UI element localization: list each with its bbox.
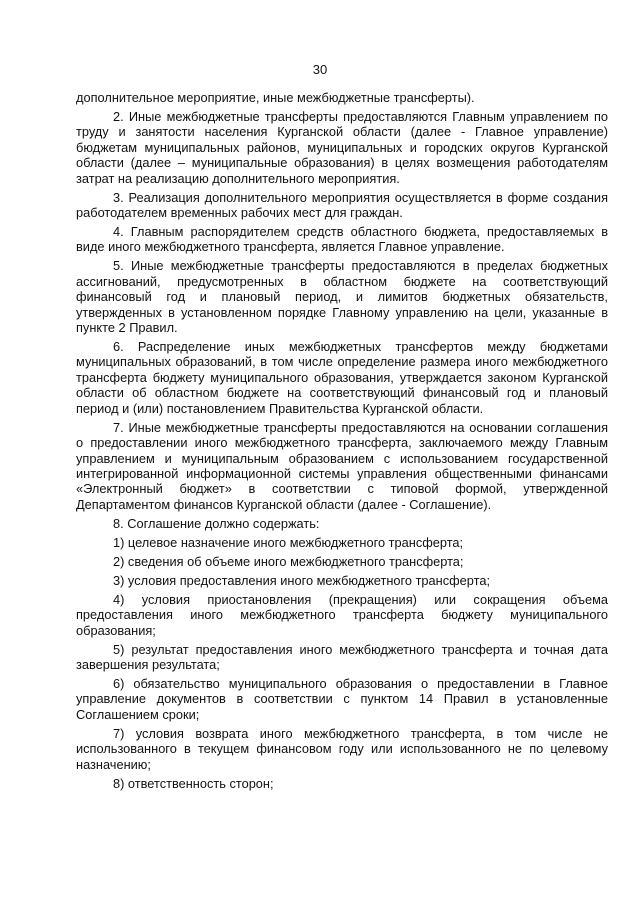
page-number: 30: [312, 62, 328, 77]
list-subitem-4: 4) условия приостановления (прекращения) или сокращения объема предоставления иного межбюджетного трансферта бюджету муниципального образования;: [76, 591, 608, 638]
document-body: [76, 90, 608, 795]
list-subitem-7: 7) условия возврата иного межбюджетного трансферта, в том числе не использованного в текущем финансовом году или использованного не по целевому назначению;: [76, 725, 608, 772]
paragraph-item-8: 8. Соглашение должно содержать:: [113, 515, 320, 531]
paragraph-item-5: 5. Иные межбюджетные трансферты предоставляются в пределах бюджетных ассигнований, предусмотренных в областном бюджете на соответствующий финансовый год и плановый период, и лимитов бюджетных обязательств, утвержденных в установленном порядке Главному управлению на цели, указанные в пункте 2 Правил.: [76, 258, 608, 336]
list-subitem-2: 2) сведения об объеме иного межбюджетного трансферта;: [113, 553, 464, 569]
list-subitem-1: 1) целевое назначение иного межбюджетного трансферта;: [113, 534, 464, 550]
list-subitem-5: 5) результат предоставления иного межбюджетного трансферта и точная дата завершения результата;: [76, 641, 608, 672]
paragraph-item-7: 7. Иные межбюджетные трансферты предоставляются на основании соглашения о предоставлении иного межбюджетного трансферта, заключаемого между Главным управлением и муниципальным образованием с использованием государственной интегрированной информационной системы управления общественными финансами «Электронный бюджет» в соответствии с типовой формой, утвержденной Департаментом финансов Курганской области (далее - Соглашение).: [76, 419, 608, 512]
paragraph-continuation: дополнительное мероприятие, иные межбюджетные трансферты).: [76, 90, 475, 105]
paragraph-item-6: 6. Распределение иных межбюджетных трансфертов между бюджетами муниципальных образований, в том числе определение размера иного межбюджетного трансферта бюджету муниципального образования, утверждается законом Курганской области об областном бюджете на соответствующий финансовый год и плановый период и (или) постановлением Правительства Курганской области.: [76, 339, 608, 416]
list-subitem-3: 3) условия предоставления иного межбюджетного трансферта;: [113, 572, 491, 588]
paragraph-item-3: 3. Реализация дополнительного мероприятия осуществляется в форме создания работодателем временных рабочих мест для граждан.: [76, 189, 608, 221]
paragraph-item-4: 4. Главным распорядителем средств областного бюджета, предоставляемых в виде иного межбюджетного трансферта, является Главное управление.: [76, 224, 608, 255]
list-subitem-6: 6) обязательство муниципального образования о предоставлении в Главное управление документов в соответствии с пунктом 14 Правил в установленные Соглашением сроки;: [76, 675, 608, 722]
paragraph-item-2: 2. Иные межбюджетные трансферты предоставляются Главным управлением по труду и занятости населения Курганской области (далее - Главное управление) бюджетам муниципальных районов, муниципальных и городских округов Курганской области (далее – муниципальные образования) в целях возмещения работодателям затрат на реализацию дополнительного мероприятия.: [76, 109, 608, 186]
list-subitem-8: 8) ответственность сторон;: [113, 775, 274, 791]
